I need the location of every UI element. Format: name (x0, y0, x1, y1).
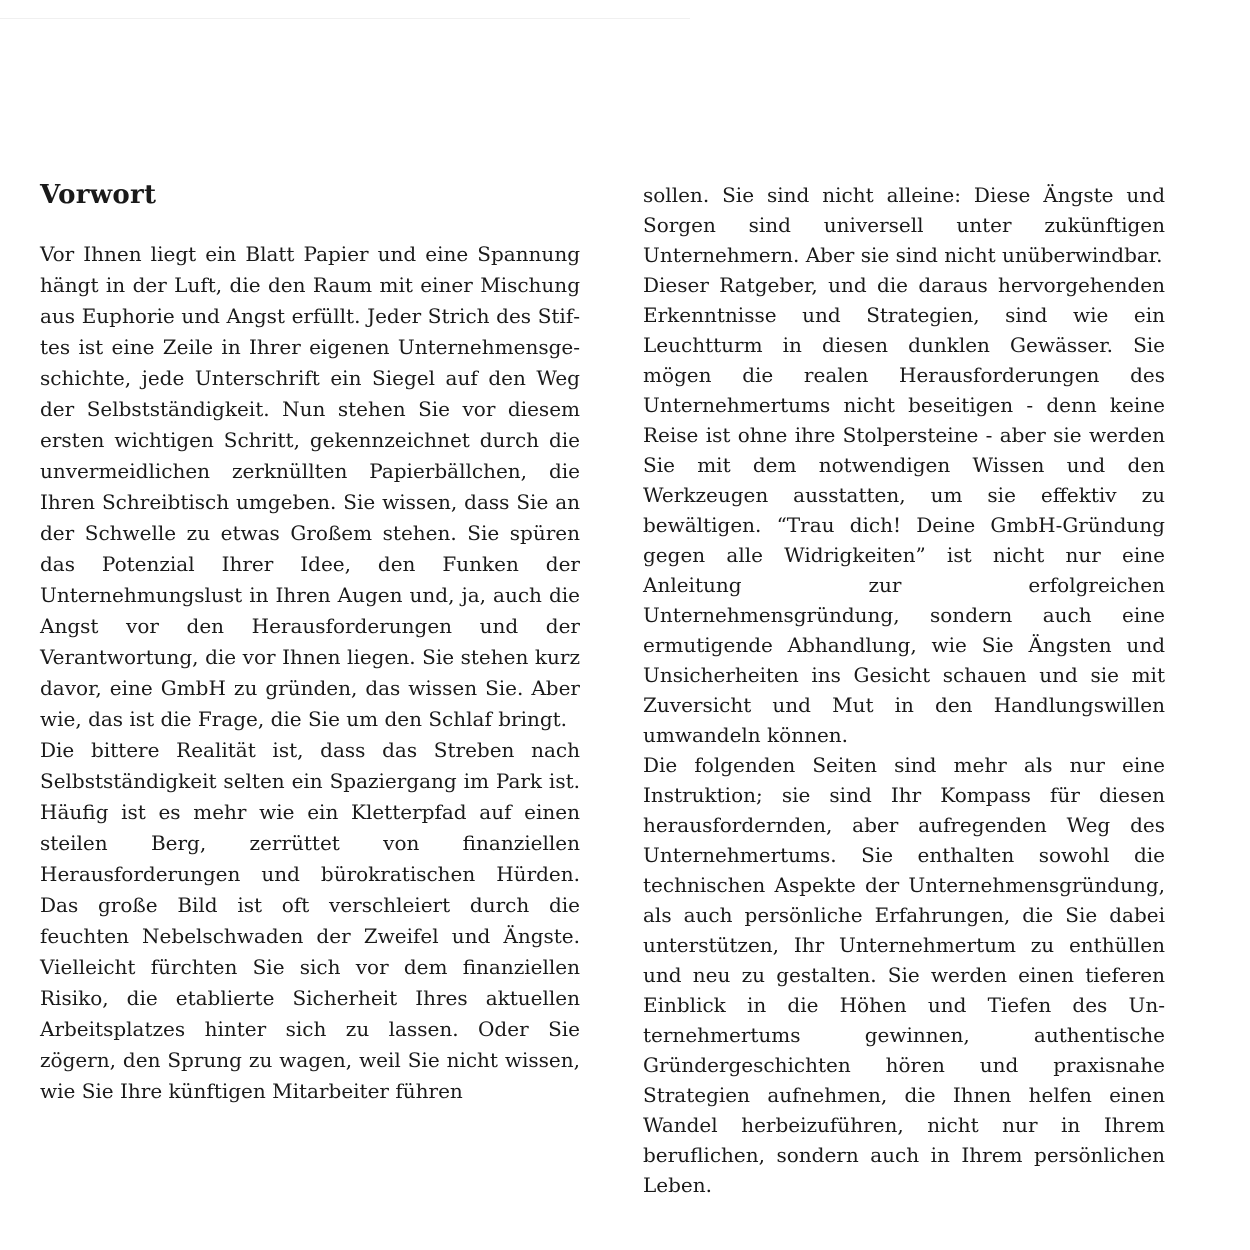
paragraph: Dieser Ratgeber, und die daraus hervorgehenden Erkenntnisse und Strategien, sind wie ein Leuchtturm in diesen dunklen Gewässer. Sie mögen die realen Herausforderungen des Unternehmertums nicht beseitigen - denn keine Reise ist ohne ihre Stolpersteine - aber sie werden Sie mit dem notwendigen Wissen und den Werkzeugen ausstatten, um sie effektiv zu bewältigen. “Trau dich! Deine GmbH-Gründung gegen alle Widrigkeiten” ist nicht nur eine Anleitung zur erfolgreichen Unternehmensgründung, sondern auch eine ermutigende Abhandlung, wie Sie Ängsten und Unsicherheiten ins Gesicht schauen und sie mit Zuversicht und Mut in den Handlungswillen umwandeln können. (643, 273, 1165, 747)
page-title: Vorwort (40, 180, 157, 210)
left-column (40, 175, 580, 1107)
paragraph: sollen. Sie sind nicht alleine: Diese Ängste und Sorgen sind universell unter zukünftigen Unternehmern. Aber sie sind nicht unüberwindbar. (643, 183, 1165, 267)
top-divider (0, 18, 690, 19)
paragraph: Vor Ihnen liegt ein Blatt Papier und eine Spannung hängt in der Luft, die den Raum mit einer Mischung aus Euphorie und Angst erfüllt. Jeder Strich des Stiftes ist eine Zeile in Ihrer eigenen Unternehmensgeschichte, jede Unterschrift ein Siegel auf den Weg der Selbstständigkeit. Nun stehen Sie vor diesem ersten wichtigen Schritt, gekennzeichnet durch die unvermeidlichen zerknüllten Papierbällchen, die Ihren Schreibtisch umgeben. Sie wissen, dass Sie an der Schwelle zu etwas Großem stehen. Sie spüren das Potenzial Ihrer Idee, den Funken der Unternehmungslust in Ihren Augen und, ja, auch die Angst vor den Herausforderungen und der Verantwortung, die vor Ihnen liegen. Sie stehen kurz davor, eine GmbH zu gründen, das wissen Sie. Aber wie, das ist die Frage, die Sie um den Schlaf bringt. (40, 242, 580, 731)
paragraph: Die bittere Realität ist, dass das Streben nach Selbstständigkeit selten ein Spaziergang im Park ist. Häufig ist es mehr wie ein Kletterpfad auf einen steilen Berg, zerrüttet von finanziellen Herausforderungen und bürokratischen Hürden. Das große Bild ist oft verschleiert durch die feuchten Nebelschwaden der Zweifel und Ängste. Vielleicht fürchten Sie sich vor dem finanziellen Risiko, die etablierte Sicherheit Ihres aktuellen Arbeitsplatzes hinter sich zu lassen. Oder Sie zögern, den Sprung zu wagen, weil Sie nicht wissen, wie Sie Ihre künftigen Mitarbeiter führen (40, 738, 580, 1103)
right-column (643, 180, 1165, 1200)
paragraph: Die folgenden Seiten sind mehr als nur eine Instruktion; sie sind Ihr Kompass für diesen herausfordernden, aber aufregenden Weg des Unternehmertums. Sie enthalten sowohl die technischen Aspekte der Unternehmensgründung, als auch persönliche Erfahrungen, die Sie dabei unterstützen, Ihr Unternehmertum zu enthüllen und neu zu gestalten. Sie werden einen tieferen Einblick in die Höhen und Tiefen des Unternehmertums gewinnen, authentische Gründergeschichten hören und praxisnahe Strategien aufnehmen, die Ihnen helfen einen Wandel herbeizuführen, nicht nur in Ihrem beruflichen, sondern auch in Ihrem persönlichen Leben. (643, 753, 1165, 1197)
